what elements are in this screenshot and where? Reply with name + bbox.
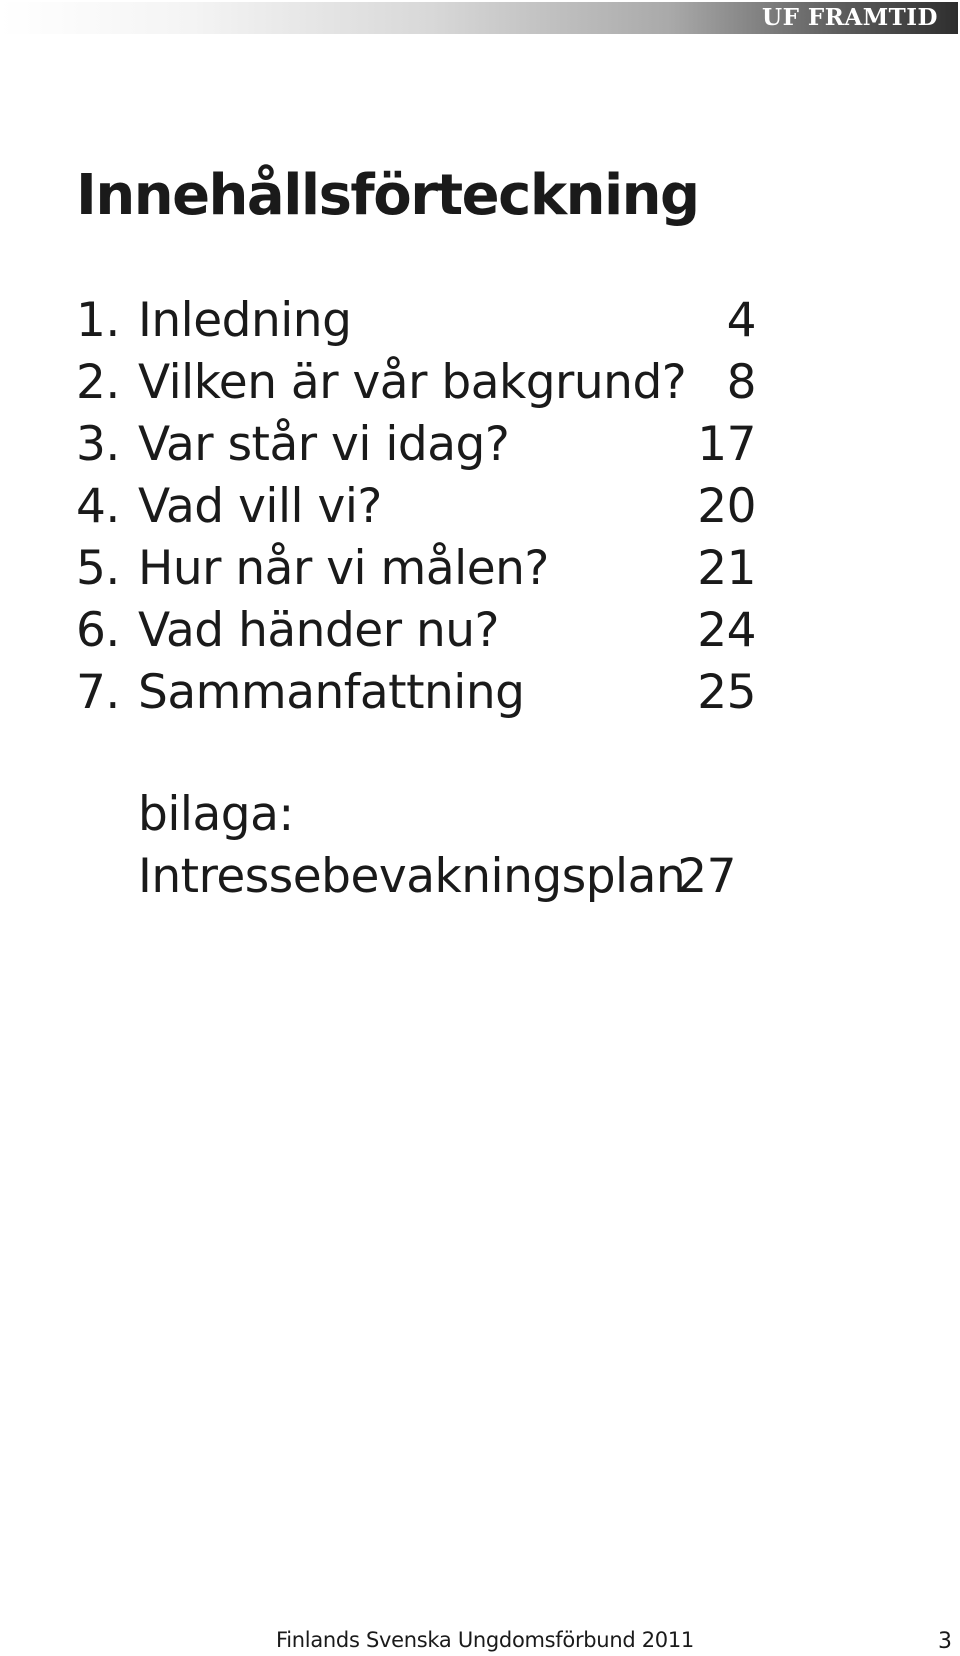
table-of-contents: [76, 290, 776, 724]
toc-item-page: 21: [697, 541, 756, 596]
appendix-heading: bilaga:: [138, 787, 294, 842]
appendix-page: 27: [677, 849, 736, 904]
toc-item-label: Vad vill vi?: [138, 479, 382, 534]
toc-item-page: 20: [697, 479, 756, 534]
toc-item-number: 6.: [76, 603, 120, 658]
page-number: 3: [938, 1629, 952, 1654]
toc-item-number: 3.: [76, 417, 120, 472]
toc-item-label: Hur når vi målen?: [138, 541, 549, 596]
appendix-entry: [138, 846, 778, 908]
toc-item-label: Vilken är vår bakgrund?: [138, 355, 687, 410]
toc-item-number: 7.: [76, 665, 120, 720]
toc-item-page: 17: [697, 417, 756, 472]
toc-item-label: Var står vi idag?: [138, 417, 510, 472]
header-label: UF FRAMTID: [762, 4, 938, 31]
toc-item-page: 8: [726, 355, 756, 410]
toc-item-number: 5.: [76, 541, 120, 596]
toc-item-number: 2.: [76, 355, 120, 410]
toc-item-label: Sammanfattning: [138, 665, 525, 720]
toc-item-inledning: [76, 290, 776, 352]
toc-item-sammanfattning: [76, 662, 776, 724]
toc-item-vad-vill-vi: [76, 476, 776, 538]
toc-item-bakgrund: [76, 352, 776, 414]
appendix-label: Intressebevakningsplan: [138, 849, 686, 904]
toc-item-page: 4: [726, 293, 756, 348]
footer-organization: Finlands Svenska Ungdomsförbund 2011: [276, 1628, 694, 1652]
toc-item-malen: [76, 538, 776, 600]
toc-item-number: 1.: [76, 293, 120, 348]
toc-item-page: 25: [697, 665, 756, 720]
toc-item-idag: [76, 414, 776, 476]
toc-item-label: Vad händer nu?: [138, 603, 499, 658]
appendix-section: [138, 784, 778, 908]
toc-item-hander-nu: [76, 600, 776, 662]
page-title: Innehållsförteckning: [76, 163, 699, 228]
toc-item-number: 4.: [76, 479, 120, 534]
toc-item-page: 24: [697, 603, 756, 658]
header-band: [0, 2, 958, 34]
toc-item-label: Inledning: [138, 293, 352, 348]
